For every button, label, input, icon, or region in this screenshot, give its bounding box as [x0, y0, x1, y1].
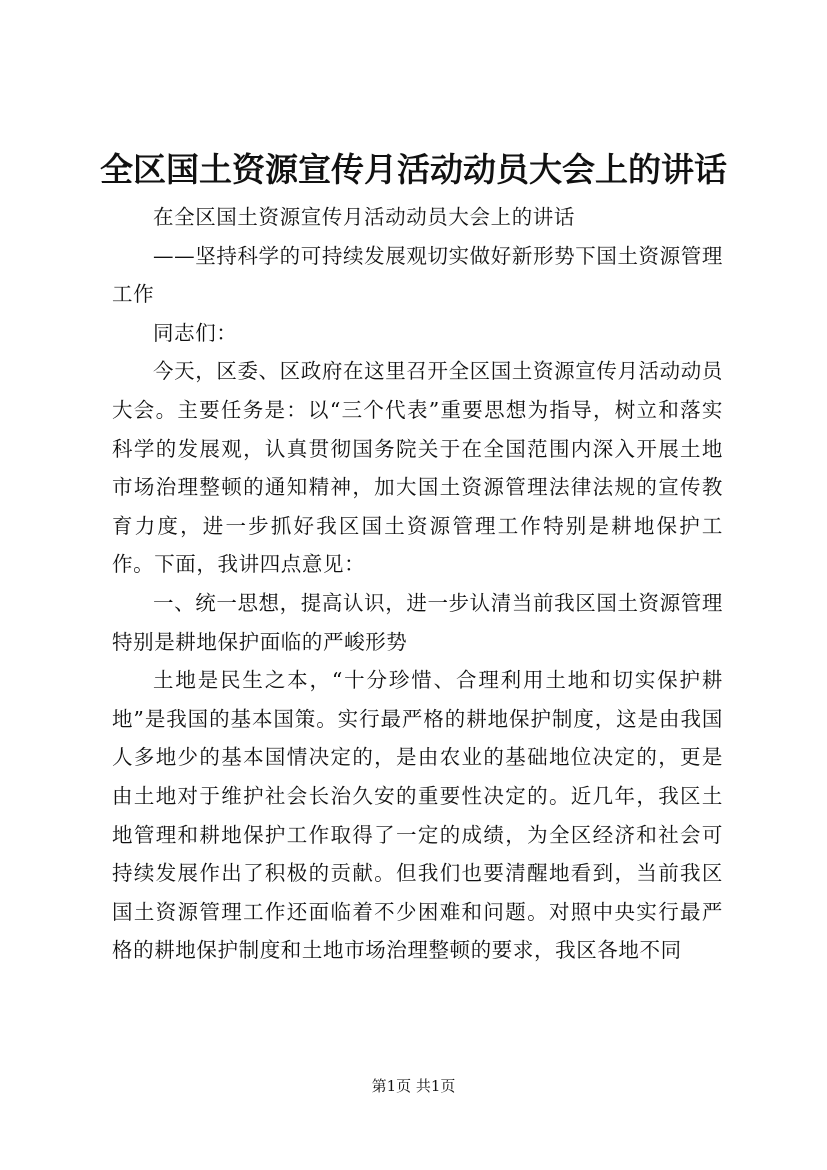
document-title: 全区国土资源宣传月活动动员大会上的讲话 [100, 150, 727, 189]
paragraph-intro: 今天，区委、区政府在这里召开全区国土资源宣传月活动动员大会。主要任务是：以“三个代表”重要思想为指导，树立和落实科学的发展观，认真贯彻国务院关于在全国范围内深入开展土地市场治理整顿的通知精神，加大国土资源管理法律法规的宣传教育力度，进一步抓好我区国土资源管理工作特别是耕地保护工作。下面，我讲四点意见： [112, 359, 723, 577]
paragraph-salutation: 同志们： [153, 320, 238, 345]
paragraph-subtitle: 在全区国土资源宣传月活动动员大会上的讲话 [153, 205, 575, 229]
paragraph-subheading: ——坚持科学的可持续发展观切实做好新形势下国土资源管理工作 [112, 243, 723, 307]
paragraph-section-heading: 一、统一思想，提高认识，进一步认清当前我区国土资源管理特别是耕地保护面临的严峻形势 [112, 590, 723, 654]
paragraph-body: 土地是民生之本，“十分珍惜、合理利用土地和切实保护耕地”是我国的基本国策。实行最严格的耕地保护制度，这是由我国人多地少的基本国情决定的，是由农业的基础地位决定的，更是由土地对于维护社会长治久安的重要性决定的。近几年，我区土地管理和耕地保护工作取得了一定的成绩，为全区经济和社会可持续发展作出了积极的贡献。但我们也要清醒地看到，当前我区国土资源管理工作还面临着不少困难和问题。对照中央实行最严格的耕地保护制度和土地市场治理整顿的要求，我区各地不同 [112, 668, 723, 963]
page-footer: 第1页 共1页 [371, 1077, 456, 1095]
document-body [112, 198, 723, 970]
